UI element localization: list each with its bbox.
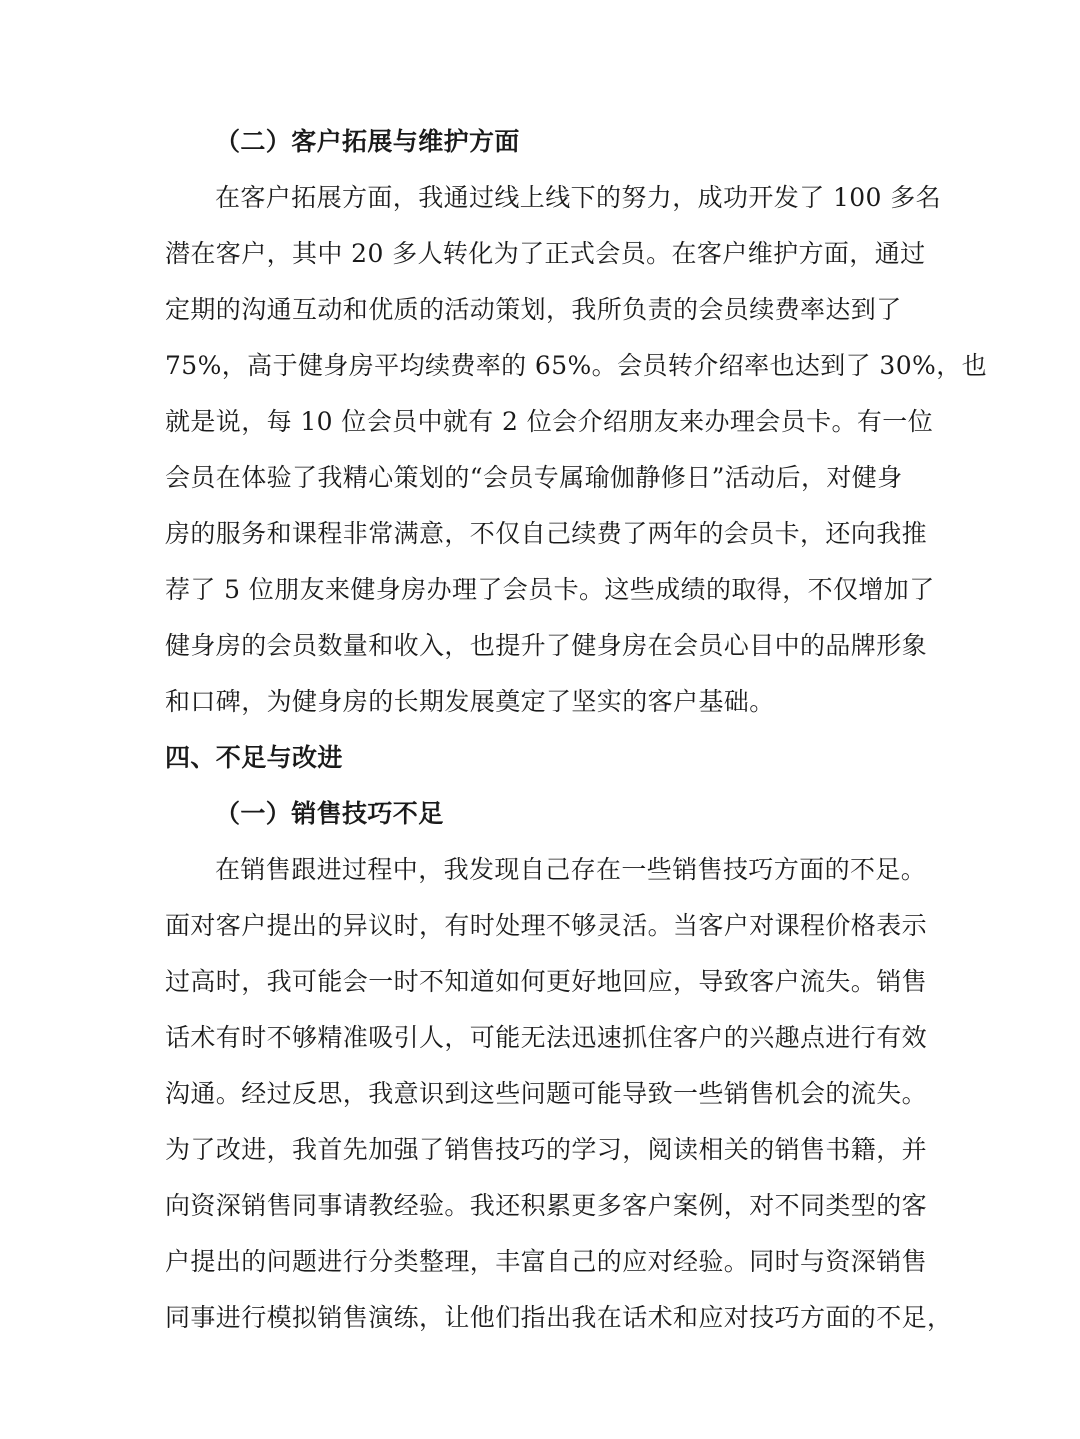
paragraph-line: 面对客户提出的异议时，有时处理不够灵活。当客户对课程价格表示 <box>165 911 928 940</box>
paragraph-line: 房的服务和课程非常满意，不仅自己续费了两年的会员卡，还向我推 <box>165 519 928 548</box>
paragraph-line: 就是说，每 10 位会员中就有 2 位会介绍朋友来办理会员卡。有一位 <box>165 407 934 436</box>
paragraph-line: 在客户拓展方面，我通过线上线下的努力，成功开发了 100 多名 <box>215 183 942 212</box>
paragraph-line: 健身房的会员数量和收入，也提升了健身房在会员心目中的品牌形象 <box>165 631 928 660</box>
paragraph-line: 为了改进，我首先加强了销售技巧的学习，阅读相关的销售书籍，并 <box>165 1135 928 1164</box>
paragraph-line: 过高时，我可能会一时不知道如何更好地回应，导致客户流失。销售 <box>165 967 928 996</box>
paragraph-line: 户提出的问题进行分类整理，丰富自己的应对经验。同时与资深销售 <box>165 1247 928 1276</box>
paragraph-line: 话术有时不够精准吸引人，可能无法迅速抓住客户的兴趣点进行有效 <box>165 1023 928 1052</box>
paragraph-line: 向资深销售同事请教经验。我还积累更多客户案例，对不同类型的客 <box>165 1191 928 1220</box>
paragraph-line: 定期的沟通互动和优质的活动策划，我所负责的会员续费率达到了 <box>165 295 902 324</box>
subsection-heading-sales-skills: （一）销售技巧不足 <box>215 799 444 828</box>
paragraph-line: 和口碑，为健身房的长期发展奠定了坚实的客户基础。 <box>165 687 775 716</box>
paragraph-line: 潜在客户，其中 20 多人转化为了正式会员。在客户维护方面，通过 <box>165 239 926 268</box>
subsection-heading-customer-expansion: （二）客户拓展与维护方面 <box>215 127 520 156</box>
paragraph-line: 75%，高于健身房平均续费率的 65%。会员转介绍率也达到了 30%，也 <box>165 351 987 380</box>
section-heading-shortcomings: 四、不足与改进 <box>165 743 343 772</box>
paragraph-line: 同事进行模拟销售演练，让他们指出我在话术和应对技巧方面的不足， <box>165 1303 953 1332</box>
paragraph-line: 在销售跟进过程中，我发现自己存在一些销售技巧方面的不足。 <box>215 855 927 884</box>
paragraph-line: 会员在体验了我精心策划的“会员专属瑜伽静修日”活动后，对健身 <box>165 463 903 492</box>
paragraph-line: 沟通。经过反思，我意识到这些问题可能导致一些销售机会的流失。 <box>165 1079 928 1108</box>
paragraph-line: 荐了 5 位朋友来健身房办理了会员卡。这些成绩的取得，不仅增加了 <box>165 575 935 604</box>
